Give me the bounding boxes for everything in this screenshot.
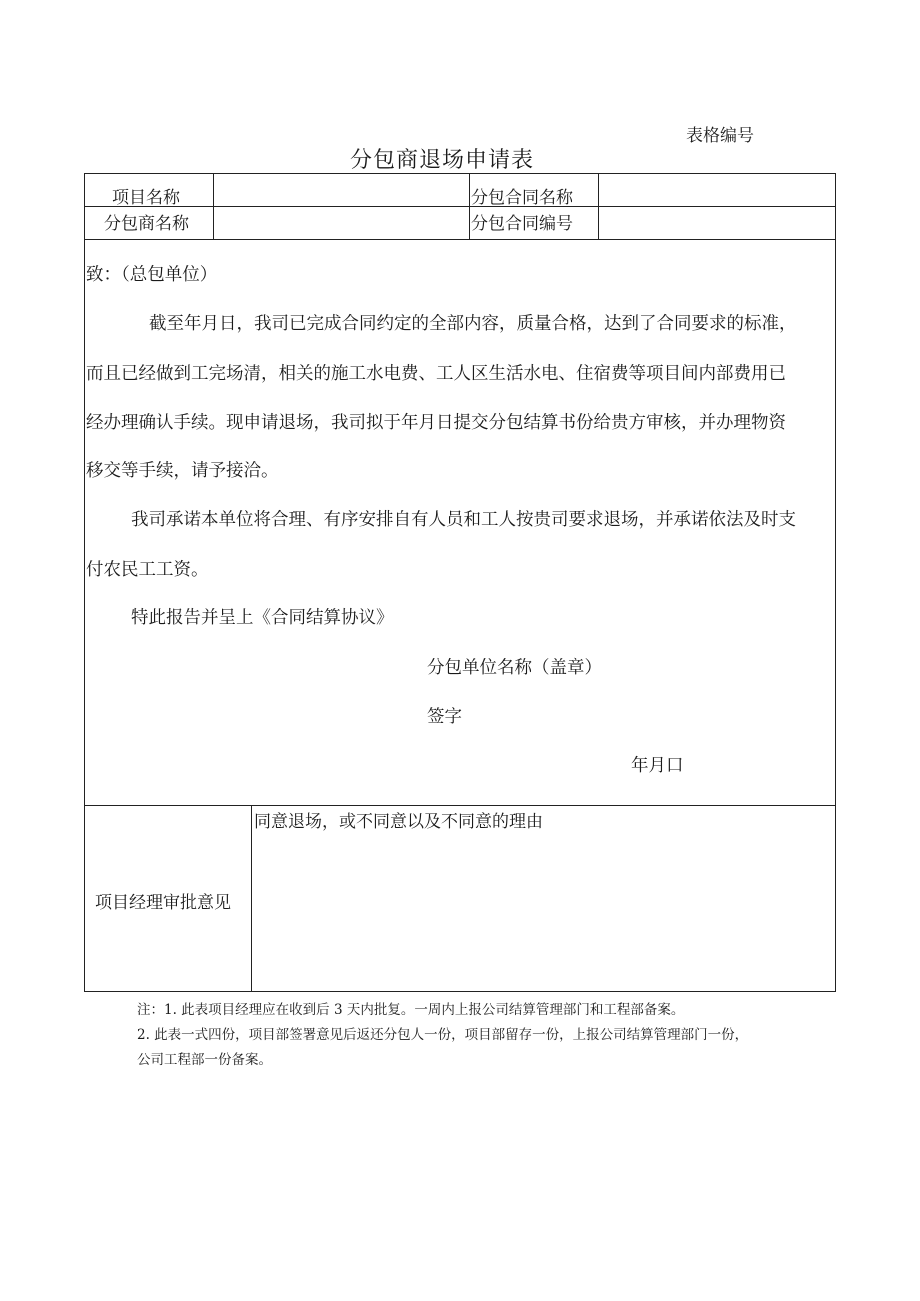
subcontract-name-field[interactable] (603, 183, 831, 203)
project-name-field[interactable] (218, 183, 464, 203)
sign-unit-label: 分包单位名称（盖章） (427, 658, 602, 678)
table-col-divider (469, 173, 470, 240)
project-name-label: 项目名称 (112, 188, 180, 208)
table-border-bottom (84, 991, 836, 992)
note-line: 注：1. 此表项目经理应在收到后 3 天内批复。一周内上报公司结算管理部门和工程部备案。 (137, 1002, 685, 1018)
table-col-divider (251, 805, 252, 992)
date-label: 年月口 (631, 756, 684, 776)
table-row-divider (84, 206, 836, 207)
subcontractor-name-label: 分包商名称 (104, 214, 189, 234)
letter-line: 我司承诺本单位将合理、有序安排自有人员和工人按贵司要求退场，并承诺依法及时支 (131, 510, 796, 530)
subcontract-name-label: 分包合同名称 (471, 188, 573, 208)
signature-label: 签字 (427, 707, 462, 727)
table-border-left (84, 173, 85, 992)
note-line: 2. 此表一式四份，项目部签署意见后返还分包人一份，项目部留存一份，上报公司结算管理部门一份， (137, 1027, 749, 1043)
subcontract-number-label: 分包合同编号 (471, 214, 573, 234)
page-title: 分包商退场申请表 (350, 148, 535, 173)
letter-recipient: 致：（总包单位） (86, 265, 218, 285)
letter-line: 移交等手续，请予接洽。 (86, 461, 279, 481)
table-col-divider (598, 173, 599, 240)
letter-line: 特此报告并呈上《合同结算协议》 (131, 608, 394, 628)
table-border-right (835, 173, 836, 992)
approval-content[interactable]: 同意退场，或不同意以及不同意的理由 (254, 812, 543, 832)
table-row-divider (84, 239, 836, 240)
letter-line: 经办理确认手续。现申请退场，我司拟于年月日提交分包结算书份给贵方审核，并办理物资 (86, 413, 786, 433)
note-line: 公司工程部一份备案。 (137, 1052, 272, 1068)
approval-label: 项目经理审批意见 (95, 893, 231, 913)
form-number-label: 表格编号 (686, 126, 754, 146)
table-border-top (84, 173, 836, 174)
letter-line: 而且已经做到工完场清，相关的施工水电费、工人区生活水电、住宿费等项目间内部费用已 (86, 364, 786, 384)
subcontract-number-field[interactable] (603, 210, 831, 230)
letter-line: 付农民工工资。 (86, 560, 209, 580)
table-col-divider (213, 173, 214, 240)
subcontractor-name-field[interactable] (218, 210, 464, 230)
table-row-divider (84, 805, 836, 806)
letter-line: 截至年月日，我司已完成合同约定的全部内容，质量合格，达到了合同要求的标准， (149, 314, 797, 334)
